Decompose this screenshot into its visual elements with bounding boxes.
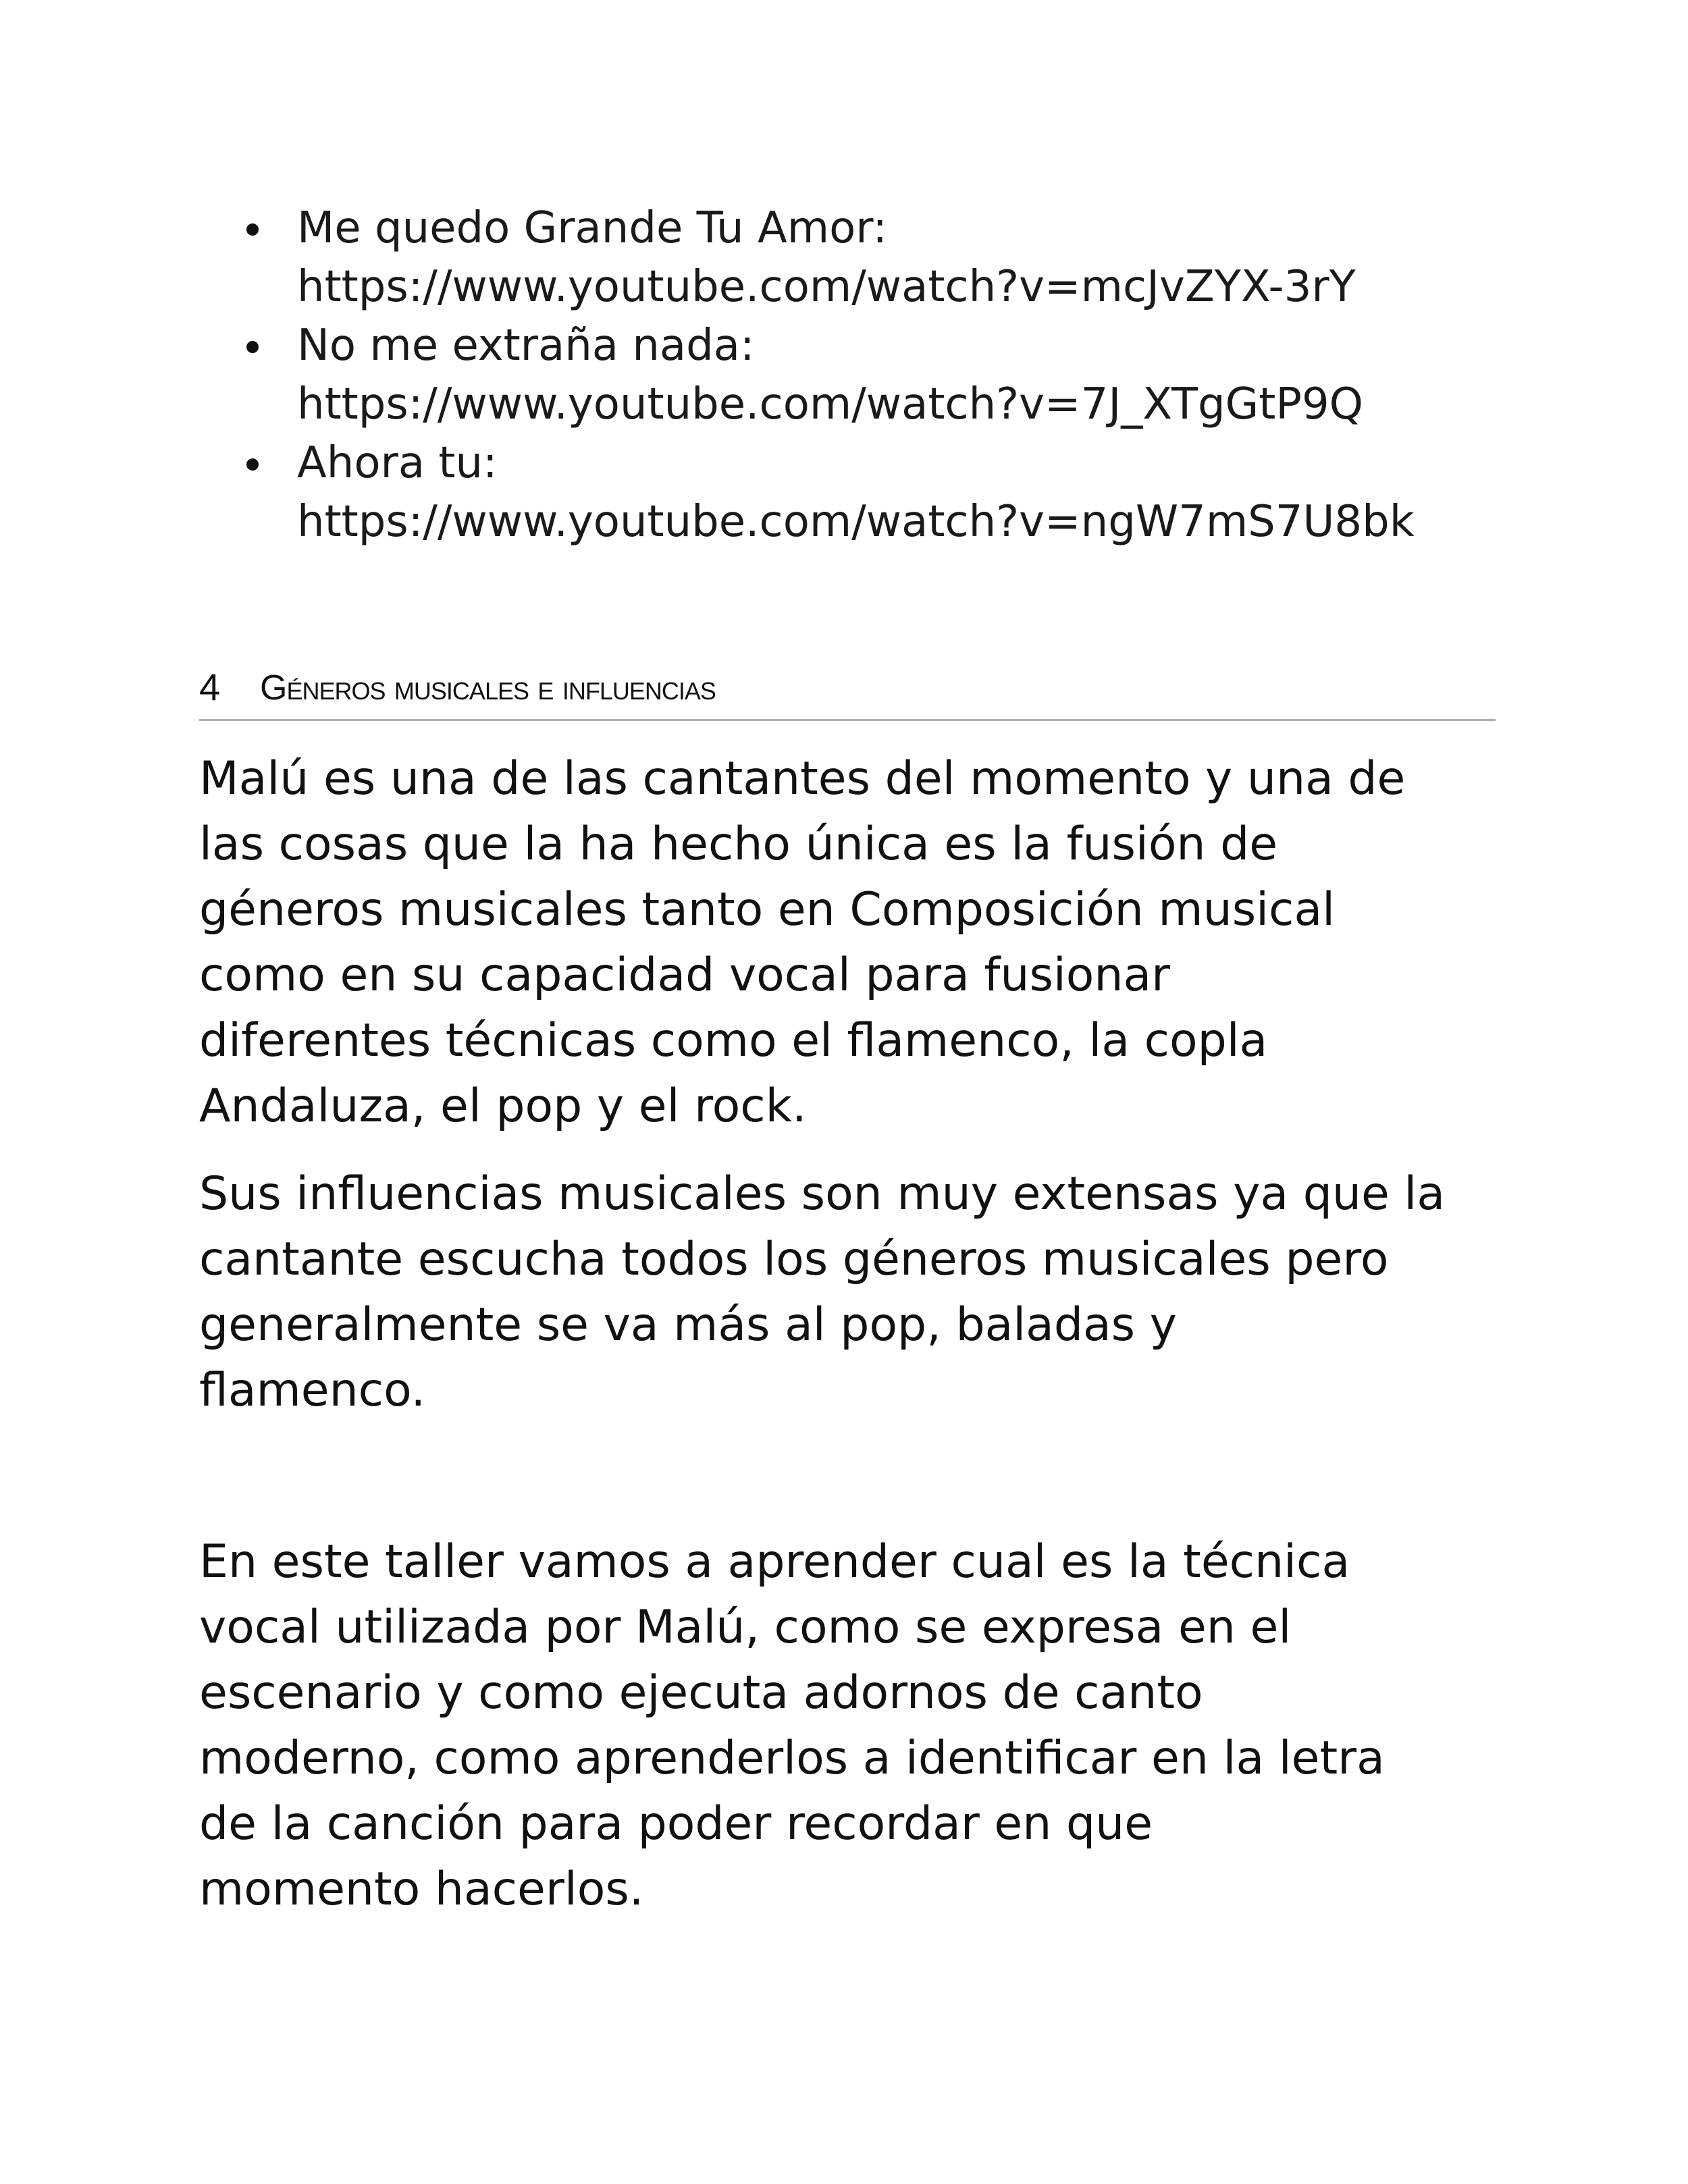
paragraph-line: generalmente se va más al pop, baladas y bbox=[199, 1298, 1177, 1352]
video-links-list bbox=[246, 199, 1529, 552]
bullet-icon bbox=[246, 223, 259, 236]
youtube-link[interactable]: https://www.youtube.com/watch?v=ngW7mS7U8bk bbox=[297, 497, 1415, 547]
list-item-title: No me extraña nada: bbox=[297, 321, 755, 371]
paragraph-workshop bbox=[199, 1529, 1516, 1922]
paragraph-line: vocal utilizada por Malú, como se expresa en el bbox=[199, 1601, 1292, 1654]
section-heading bbox=[199, 665, 1496, 721]
paragraph-line: Sus influencias musicales son muy extensas ya que la bbox=[199, 1167, 1445, 1221]
paragraph-line: diferentes técnicas como el flamenco, la copla bbox=[199, 1014, 1268, 1067]
paragraph-line: géneros musicales tanto en Composición musical bbox=[199, 883, 1336, 936]
section-number: 4 bbox=[199, 666, 221, 708]
youtube-link[interactable]: https://www.youtube.com/watch?v=mcJvZYX-3rY bbox=[297, 262, 1356, 312]
paragraph-line: Malú es una de las cantantes del momento y una de bbox=[199, 752, 1406, 805]
youtube-link[interactable]: https://www.youtube.com/watch?v=7J_XTgGtP9Q bbox=[297, 379, 1364, 429]
paragraph-line: escenario y como ejecuta adornos de canto bbox=[199, 1666, 1203, 1720]
paragraph-line: flamenco. bbox=[199, 1364, 426, 1417]
list-item bbox=[246, 199, 1529, 317]
paragraph-line: momento hacerlos. bbox=[199, 1863, 644, 1916]
paragraph-line: como en su capacidad vocal para fusionar bbox=[199, 949, 1171, 1002]
paragraph-line: Andaluza, el pop y el rock. bbox=[199, 1080, 807, 1133]
list-item-title: Ahora tu: bbox=[297, 438, 498, 488]
list-item bbox=[246, 434, 1529, 552]
bullet-icon bbox=[246, 458, 259, 471]
paragraph-influences bbox=[199, 1161, 1516, 1423]
paragraph-line: las cosas que la ha hecho única es la fusión de bbox=[199, 818, 1278, 871]
paragraph-line: de la canción para poder recordar en que bbox=[199, 1797, 1153, 1850]
list-item bbox=[246, 317, 1529, 434]
paragraph-intro bbox=[199, 746, 1516, 1139]
paragraph-line: moderno, como aprenderlos a identificar en la letra bbox=[199, 1732, 1385, 1785]
bullet-icon bbox=[246, 341, 259, 353]
paragraph-line: En este taller vamos a aprender cual es la técnica bbox=[199, 1535, 1350, 1589]
list-item-title: Me quedo Grande Tu Amor: bbox=[297, 203, 887, 253]
section-title: Géneros musicales e influencias bbox=[260, 668, 716, 708]
paragraph-line: cantante escucha todos los géneros musicales pero bbox=[199, 1233, 1389, 1286]
